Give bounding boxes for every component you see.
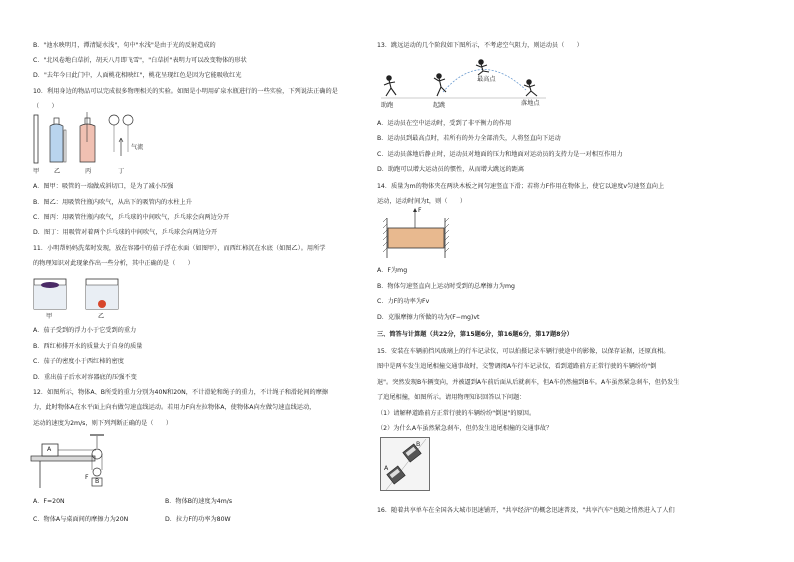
- q10-option-b: B．图乙：用吸管往瓶内吹气，从出下的吸管内的水柱上升: [33, 199, 192, 206]
- q12-stem-line1: 12．如图所示，物体A、B所受的重力分别为40N和20N，不计滑轮和绳子的重力，不计绳子和滑轮间的摩擦: [33, 389, 329, 396]
- q13-figure: [381, 54, 546, 114]
- q14-label-f: F: [418, 207, 422, 214]
- q12-label-f: F: [85, 474, 89, 481]
- q13-label-runup: 助跑: [381, 102, 394, 109]
- q9-option-c: C．"北风卷地白草折，胡天八月即飞雪"，"白草折"表明力可以改变物体的形状: [33, 57, 247, 64]
- q16-line1: 16．随着共享单车在全国各大城市迅速铺开，"共享经济"的概念迅速普及，"共享汽车"也随之悄然进入了人们: [377, 507, 675, 514]
- q10-label-ding: 丁: [118, 168, 125, 175]
- q14-figure: [381, 206, 451, 260]
- q10-figure: [30, 112, 155, 178]
- q10-label-yi: 乙: [54, 168, 61, 175]
- airflow-label: 气流: [131, 144, 144, 151]
- q14-option-a: A．F为mg: [377, 267, 408, 274]
- q13-stem: 13．跳远运动的几个阶段如下图所示，不考虑空气阻力，则运动员（ ）: [377, 42, 583, 49]
- q13-label-takeoff: 起跳: [433, 102, 446, 109]
- q10-option-c: C．图丙：用吸管往瓶内吹气，乒乓球的中间吹气，乒乓球会向两边分开: [33, 214, 230, 221]
- q11-option-d: D．重出茄子后水对容器底的压强不变: [33, 374, 137, 381]
- q10-label-jia: 甲: [33, 168, 40, 175]
- q9-option-d: D．"去年今日此门中，人面桃花相映红"，桃花呈现红色是因为它能吸收红光: [33, 72, 242, 79]
- q11-option-c: C．茄子的密度小于西红柿的密度: [33, 358, 124, 365]
- q15-line3: 退"。突然发现B车辆变向，并被逼到A车前后面从后就刹车，但A车仍然撞到B车。A车虽然紧急刹车，但仍发生: [377, 379, 680, 386]
- q11-option-b: B．西红柿排开水的质量大于自身的质量: [33, 343, 143, 350]
- q15-line4: 了追尾相撞，如图所示。请用物理知识回答以下问题：: [377, 394, 526, 401]
- q10-option-d: D．图丁：用吸管对着两个乒乓球的中间吹气，乒乓球会向两边分开: [33, 229, 218, 236]
- q10-stem-line1: 10．利用身边的物品可以完成很多物理相关的实验。如图是小明用矿泉水瓶进行的一些实验，下列说法正确的是: [33, 88, 338, 95]
- section-3-heading: 三、简答与计算题（共22分，第15题6分，第16题6分，第17题8分）: [377, 331, 573, 338]
- q10-stem-line2: （ ）: [33, 103, 58, 110]
- q12-label-b: B: [95, 478, 100, 485]
- q10-option-a: A．图甲：吸管的一端做成斜切口，是为了减小压强: [33, 183, 174, 190]
- q13-option-a: A．运动员在空中运动时，受到了非平衡力的作用: [377, 120, 512, 127]
- q14-stem-line1: 14．质量为m的物体夹在两块木板之间匀速竖直下滑；若将力F作用在物体上，使它以速度v匀速竖直向上: [377, 183, 665, 190]
- q12-label-a: A: [47, 446, 52, 453]
- q14-option-c: C．力F的功率为Fv: [377, 298, 430, 305]
- q15-line1: 15．安装在车辆前挡风玻璃上的行车记录仪，可以拍摄记录车辆行驶途中的影像，以保存证据，还原真相。: [377, 348, 670, 355]
- q12-option-b: B．物体B的速度为4m/s: [165, 498, 233, 505]
- q11-figure: [32, 275, 122, 323]
- q12-figure: [30, 434, 110, 490]
- q15-label-b: B: [416, 441, 421, 448]
- right-page: [377, 0, 794, 562]
- q13-option-b: B．运动员到最高点时，若所有的外力全部消失，人将竖直向下运动: [377, 135, 561, 142]
- q11-label-yi: 乙: [98, 313, 105, 320]
- q15-line2: 图中是两车发生追尾相撞交通事故时，交警调阅A车行车记录仪，看到道路前方正常行驶的车辆纷纷"倒: [377, 363, 657, 370]
- q11-label-jia: 甲: [46, 313, 53, 320]
- q13-option-d: D．助跑可以增大运动员的惯性，从而增大跳远的距离: [377, 166, 525, 173]
- q9-option-b: B．"池水映明月，潭清疑水浅"，句中"水浅"是由于光的反射造成的: [33, 42, 216, 49]
- q15-figure: [380, 437, 430, 491]
- q13-option-c: C．运动员落地后静止时，运动员对地面的压力和地面对运动员的支持力是一对相互作用力: [377, 151, 623, 158]
- q14-option-d: D．克服摩擦力所做的功为(F−mg)vt: [377, 314, 480, 321]
- q15-sub2: （2）为什么A车虽然紧急刹车，但仍发生追尾相撞的交通事故？: [377, 425, 553, 432]
- q13-label-peak: 最高点: [477, 76, 496, 83]
- q14-stem-line2: 运动，运动时间为t，则（ ）: [377, 198, 467, 205]
- q12-stem-line2: 力，此时物体A在水平面上向右做匀速直线运动。若用力F向左拉物体A，使物体A向左做匀速直线运动，: [33, 404, 316, 411]
- q12-option-a: A．F=20N: [33, 498, 65, 505]
- q12-option-c: C．物体A与桌面间的摩擦力为20N: [33, 516, 129, 523]
- q11-stem-line2: 的物理知识对此现象作出一些分析，其中正确的是（ ）: [33, 260, 194, 267]
- q11-option-a: A．茄子受到的浮力小于它受到的重力: [33, 327, 137, 334]
- q10-label-bing: 丙: [85, 168, 92, 175]
- q12-option-d: D．拉力F的功率为80W: [165, 516, 231, 523]
- q11-stem-line1: 11．小明帮妈妈洗菜时发现，放在容器中的茄子浮在水面（如图甲），而西红柿沉在水底（如图乙）。用所学: [33, 245, 326, 252]
- q13-label-landing: 落地点: [521, 100, 540, 107]
- q14-option-b: B．物体匀速竖直向上运动时受到的总摩擦力为mg: [377, 283, 515, 290]
- q12-stem-line3: 运动的速度为2m/s，则下列判断正确的是（ ）: [33, 420, 173, 427]
- q15-label-a: A: [384, 465, 389, 472]
- q15-sub1: （1）请解释道路前方正常行驶的车辆纷纷"倒退"的原因。: [377, 410, 536, 417]
